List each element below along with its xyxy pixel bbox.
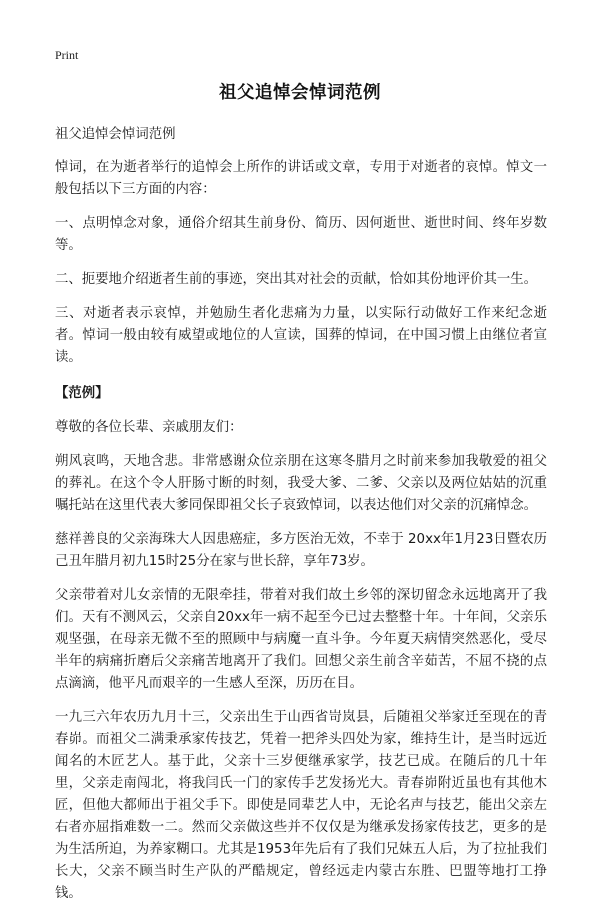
- point-two-paragraph: 二、扼要地介绍逝者生前的事迹，突出其对社会的贡献，恰如其份地评价其一生。: [55, 272, 538, 287]
- document-subtitle: 祖父追悼会悼词范例: [55, 127, 176, 142]
- eulogy-paragraph-3: 父亲带着对儿女亲情的无限牵挂，带着对我们故土乡邻的深切留念永远地离开了我们。天有不测风云，父亲自20xx年一病不起至今已过去整整十年。十年间，父亲乐观坚强，在母亲无微不至的照顾中与病魔一直斗争。今年夏天病情突然恶化，受尽半年的病痛折磨后父亲痛苦地离开了我们。回想父亲生前含辛茹苦，不屈不挠的点点滴滴，他平凡而艰辛的一生感人至深，历历在目。: [55, 588, 547, 691]
- eulogy-paragraph-1: 朔风哀鸣，天地含悲。非常感谢众位亲朋在这寒冬腊月之时前来参加我敬爱的祖父的葬礼。在这个令人肝肠寸断的时刻，我受大爹、二爹、父亲以及两位姑姑的沉重嘱托站在这里代表大爹同保即祖父长子哀致悼词，以表达他们对父亲的沉痛悼念。: [55, 454, 547, 513]
- page-title: 祖父追悼会悼词范例: [219, 83, 381, 103]
- point-one-paragraph: 一、点明悼念对象，通俗介绍其生前身份、简历、因何逝世、逝世时间、终年岁数等。: [55, 216, 547, 253]
- example-heading: 【范例】: [55, 386, 109, 401]
- print-link[interactable]: Print: [55, 48, 79, 62]
- document-body: [55, 124, 547, 917]
- point-three-paragraph: 三、对逝者表示哀悼，并勉励生者化悲痛为力量，以实际行动做好工作来纪念逝者。悼词一般由较有威望或地位的人宣读，国葬的悼词，在中国习惯上由继位者宣读。: [55, 306, 547, 365]
- greeting-paragraph: 尊敬的各位长辈、亲戚朋友们：: [55, 420, 243, 435]
- eulogy-paragraph-4: 一九三六年农历九月十三，父亲出生于山西省岢岚县，后随祖父举家迁至现在的青春峁。而祖父二满秉承家传技艺，凭着一把斧头四处为家，维持生计，是当时远近闻名的木匠艺人。基于此，父亲十三岁便继承家学，技艺已成。在随后的几十年里，父亲走南闯北，将我闫氏一门的家传手艺发扬光大。青春峁附近虽也有其他木匠，但他大都师出于祖父手下。即使是同辈艺人中，无论名声与技艺，能出父亲左右者亦屈指难数一二。然而父亲做这些并不仅仅是为继承发扬家传技艺，更多的是为生活所迫，为养家糊口。尤其是1953年先后有了我们兄妹五人后，为了拉扯我们长大，父亲不顾当时生产队的严酷规定，曾经远走内蒙古东胜、巴盟等地打工挣钱。: [55, 710, 547, 901]
- eulogy-paragraph-2: 慈祥善良的父亲海珠大人因患癌症，多方医治无效，不幸于 20xx年1月23日暨农历己丑年腊月初九15时25分在家与世长辞，享年73岁。: [55, 532, 547, 569]
- intro-paragraph: 悼词，在为逝者举行的追悼会上所作的讲话或文章，专用于对逝者的哀悼。悼文一般包括以下三方面的内容：: [55, 160, 547, 197]
